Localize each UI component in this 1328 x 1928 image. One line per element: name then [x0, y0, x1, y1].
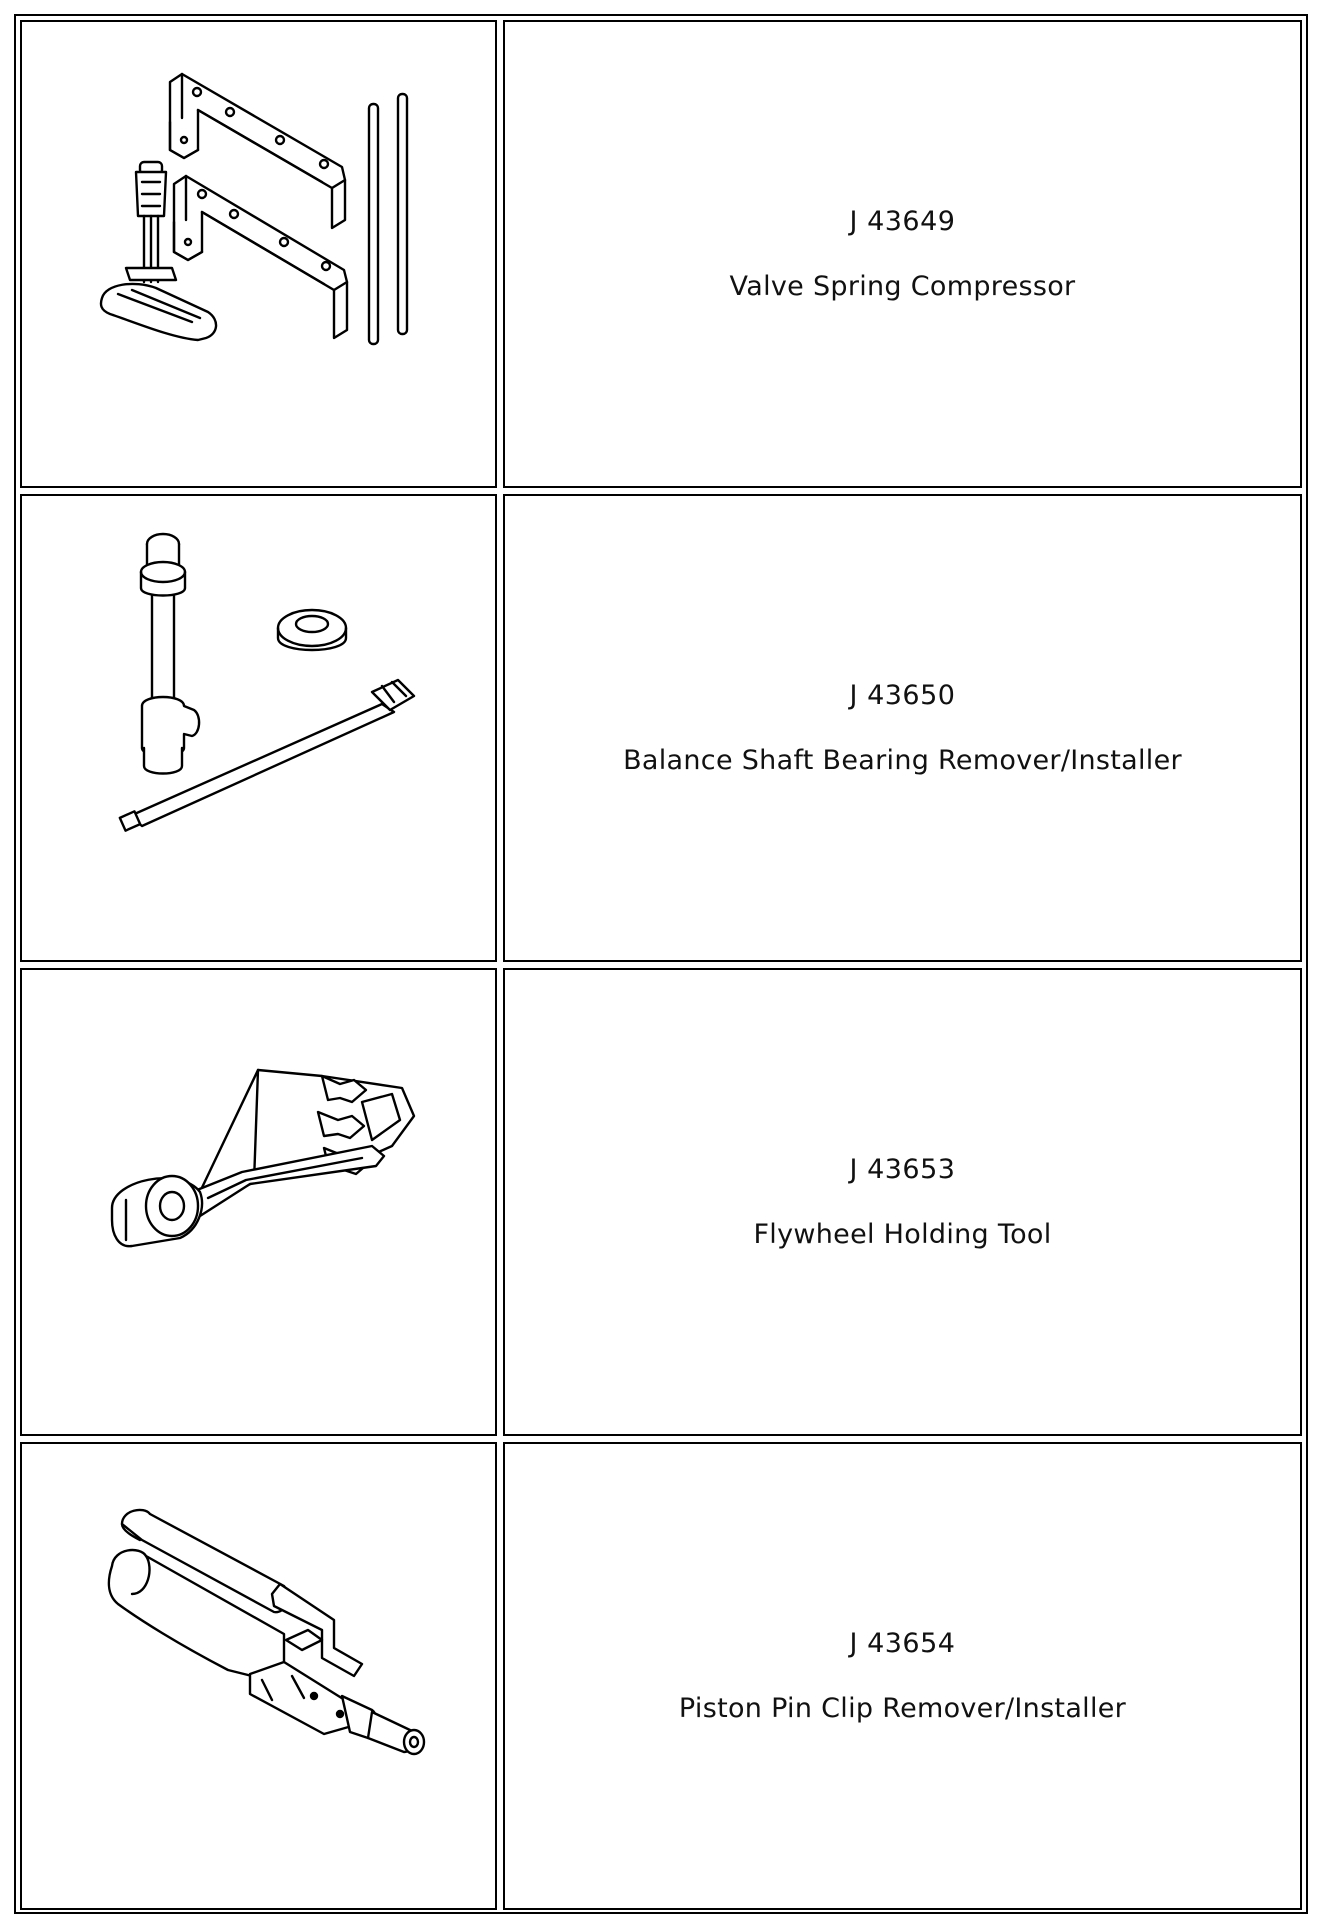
- special-tools-table: [14, 14, 1308, 1914]
- tool-image-cell: [20, 494, 497, 962]
- tool-row: [20, 1442, 1302, 1910]
- tool-row: [20, 968, 1302, 1436]
- tool-description-cell: [503, 968, 1302, 1436]
- tool-description-cell: [503, 494, 1302, 962]
- tool-name: Piston Pin Clip Remover/Installer: [678, 1693, 1127, 1724]
- tool-image-cell: [20, 20, 497, 488]
- balance-shaft-bearing-tool-illustration: [22, 496, 495, 960]
- tool-name: Flywheel Holding Tool: [753, 1219, 1052, 1250]
- tool-image-cell: [20, 968, 497, 1436]
- flywheel-holding-tool-illustration: [22, 970, 495, 1434]
- tool-number: J 43654: [849, 1628, 956, 1659]
- tool-number: J 43649: [849, 206, 956, 237]
- tool-image-cell: [20, 1442, 497, 1910]
- tool-name: Balance Shaft Bearing Remover/Installer: [623, 745, 1182, 776]
- tool-row: [20, 20, 1302, 488]
- valve-spring-compressor-illustration: [22, 22, 495, 486]
- piston-pin-clip-tool-illustration: [22, 1444, 495, 1908]
- tool-number: J 43650: [849, 680, 956, 711]
- tool-row: [20, 494, 1302, 962]
- tool-description-cell: [503, 20, 1302, 488]
- tool-number: J 43653: [849, 1154, 956, 1185]
- tool-description-cell: [503, 1442, 1302, 1910]
- tool-name: Valve Spring Compressor: [729, 271, 1076, 302]
